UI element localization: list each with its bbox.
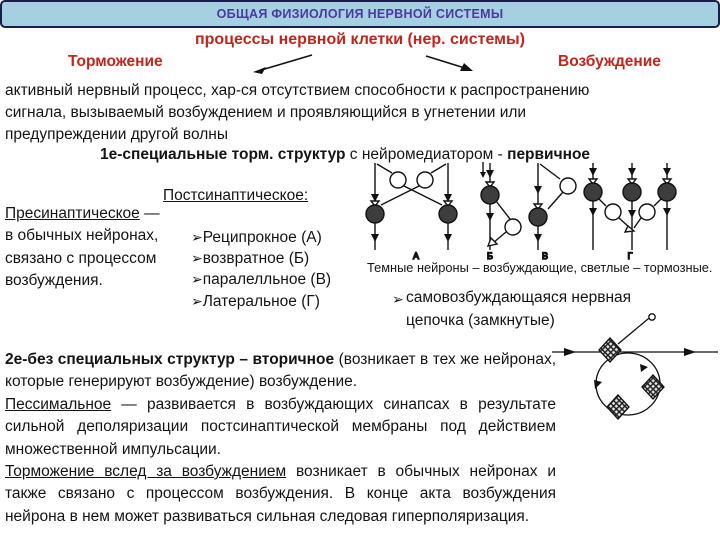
neuron-diamond-icon: [642, 375, 664, 399]
presynaptic-heading: Пресинаптическое: [5, 205, 140, 222]
arrow-bullet-icon: ➢: [191, 292, 203, 309]
list-item-label: Реципрокное (А): [202, 229, 322, 246]
reverberating-circuit-diagram: [540, 310, 720, 442]
self-exciting-label: самовозбуждающаяся нервная цепочка (замкнутые): [406, 289, 632, 329]
circuit-label: А: [412, 251, 420, 261]
diagram-caption: Темные нейроны – возбуждающие, светлые – тормозные.: [367, 260, 713, 275]
type1-bold: 1е-специальные торм. структур: [100, 146, 346, 163]
secondary-dash: –: [234, 351, 253, 368]
circuit-label: Г: [627, 251, 633, 261]
list-item-label: паралелльное (В): [202, 271, 332, 289]
secondary-lead2: вторичное: [252, 351, 335, 368]
postsynaptic-list: [191, 227, 331, 312]
pessimal-body: — развивается в возбуждающих синапсах в результате сильной деполяризации постсинаптической мембраны под действием множественной импульсации.: [5, 395, 556, 458]
title-bar: [0, 0, 720, 28]
circuit-b-recurrent: [480, 162, 521, 250]
branch-label-excitation: Возбуждение: [558, 53, 661, 70]
secondary-excitation-paragraph: [5, 349, 556, 394]
list-item: [191, 227, 331, 248]
page-title: ОБЩАЯ ФИЗИОЛОГИЯ НЕРВНОЙ СИСТЕМЫ: [216, 7, 504, 21]
bottom-text-block: [5, 349, 556, 528]
arrow-bullet-icon: ➢: [392, 291, 404, 307]
type1-tail: первичное: [507, 146, 591, 163]
arrow-bullet-icon: ➢: [191, 229, 203, 245]
branch-arrows: [240, 50, 480, 76]
arrow-bullet-icon: ➢: [191, 250, 203, 267]
circuit-g-lateral: [584, 163, 676, 250]
loop-arrow-icon: [594, 380, 602, 389]
synapse-knob-icon: [649, 314, 655, 320]
after-body: возникает в обычных нейронах и также связано с процессом возбуждения. В конце акта возбуждения нейрона в нем может развиваться сильная следовая гиперполяризация.: [5, 463, 556, 525]
secondary-tail: (возникает в тех же нейронах, которые генерируют возбуждение) возбуждение.: [5, 351, 556, 391]
circuit-label: В: [541, 251, 549, 261]
list-item-label: возвратное (Б): [202, 250, 310, 268]
circuit-v-parallel: [529, 163, 576, 250]
type1-mid: с нейромедиатором -: [345, 146, 508, 163]
list-item-label: Латеральное (Г): [202, 292, 320, 310]
process-header: процессы нервной клетки (нер. системы): [194, 31, 526, 48]
loop-arrow-icon: [640, 364, 648, 372]
presynaptic-block: [5, 203, 163, 293]
postsynaptic-heading: Постсинаптическое:: [163, 187, 309, 204]
neuron-circuits-diagram: [350, 158, 720, 262]
flow-arrow-icon: [684, 348, 696, 356]
right-arrow-icon: [426, 56, 473, 71]
list-item: [191, 269, 331, 290]
circuit-label: Б: [487, 251, 493, 261]
neuron-diamond-icon: [599, 338, 621, 362]
branch-label-inhibition: Торможение: [68, 53, 163, 70]
list-item: [191, 291, 331, 312]
flow-arrow-icon: [564, 348, 576, 356]
pessimal-paragraph: [5, 394, 556, 461]
left-arrow-icon: [253, 55, 312, 74]
pessimal-heading: Пессимальное: [5, 395, 112, 413]
inhibition-definition: активный нервный процесс, хар-ся отсутствием способности к распространению сигнала, вызываемый возбуждением и проявляющийся в угнетении или предупреждении другой волны: [5, 82, 590, 143]
presynaptic-description: — в обычных нейронах, связано с процессом возбуждения.: [5, 205, 160, 290]
list-item: [191, 248, 331, 269]
secondary-lead: 2е-без специальных структур: [5, 351, 235, 368]
circuit-a-reciprocal: [366, 163, 457, 250]
arrow-bullet-icon: ➢: [191, 271, 203, 288]
after-excitation-paragraph: [5, 461, 556, 528]
after-heading: Торможение вслед за возбуждением: [5, 463, 287, 481]
